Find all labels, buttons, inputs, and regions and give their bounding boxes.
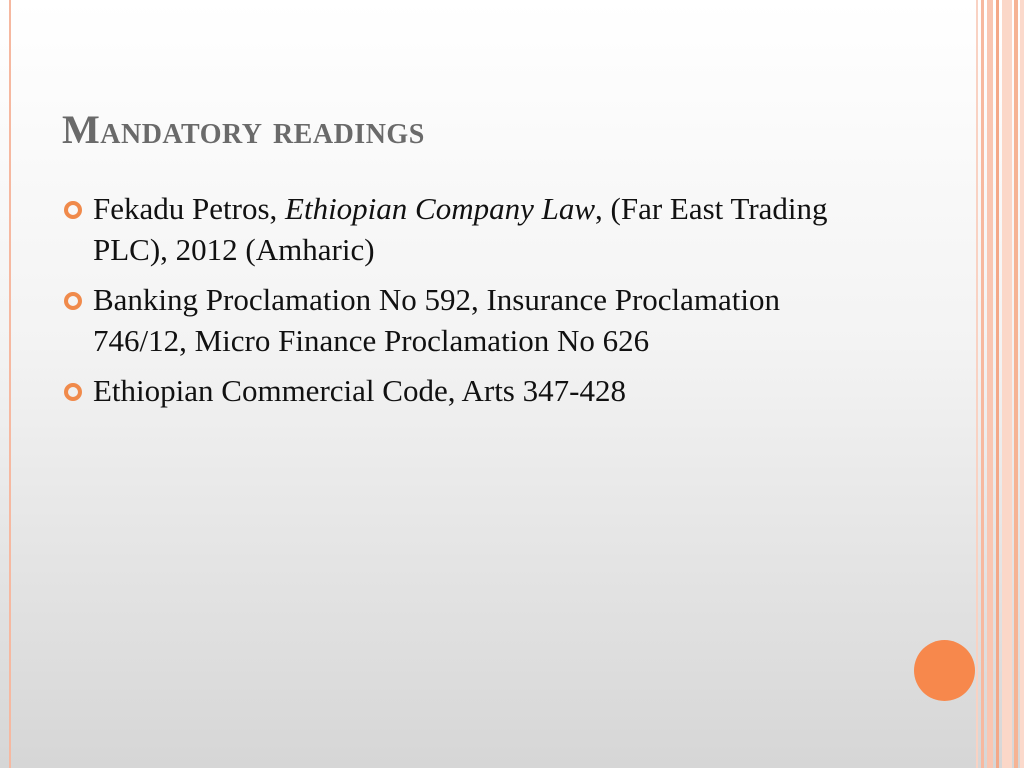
bullet-item-2 bbox=[64, 279, 844, 361]
left-decorative-rule bbox=[9, 0, 11, 768]
stripe bbox=[996, 0, 999, 768]
stripe bbox=[987, 0, 993, 768]
stripe bbox=[1002, 0, 1012, 768]
stripe bbox=[1020, 0, 1024, 768]
reading-details: , (Far East Trading PLC), 2012 (Amharic) bbox=[93, 191, 828, 267]
stripe bbox=[1014, 0, 1018, 768]
bullet-list bbox=[64, 188, 844, 420]
decorative-circle bbox=[914, 640, 975, 701]
reading-author: Fekadu Petros, bbox=[93, 191, 286, 226]
bullet-ring-icon bbox=[64, 383, 82, 401]
right-decorative-stripes bbox=[976, 0, 1024, 768]
bullet-item-3 bbox=[64, 370, 844, 411]
reading-text: Banking Proclamation No 592, Insurance Proclamation 746/12, Micro Finance Proclamation No 626 bbox=[93, 282, 781, 358]
slide-title: Mandatory readings bbox=[62, 107, 425, 152]
bullet-item-1 bbox=[64, 188, 844, 270]
reading-book-title: Ethiopian Company Law bbox=[285, 191, 596, 226]
bullet-ring-icon bbox=[64, 292, 82, 310]
stripe bbox=[976, 0, 978, 768]
stripe bbox=[981, 0, 984, 768]
reading-text: Ethiopian Commercial Code, Arts 347-428 bbox=[93, 373, 626, 408]
bullet-ring-icon bbox=[64, 201, 82, 219]
